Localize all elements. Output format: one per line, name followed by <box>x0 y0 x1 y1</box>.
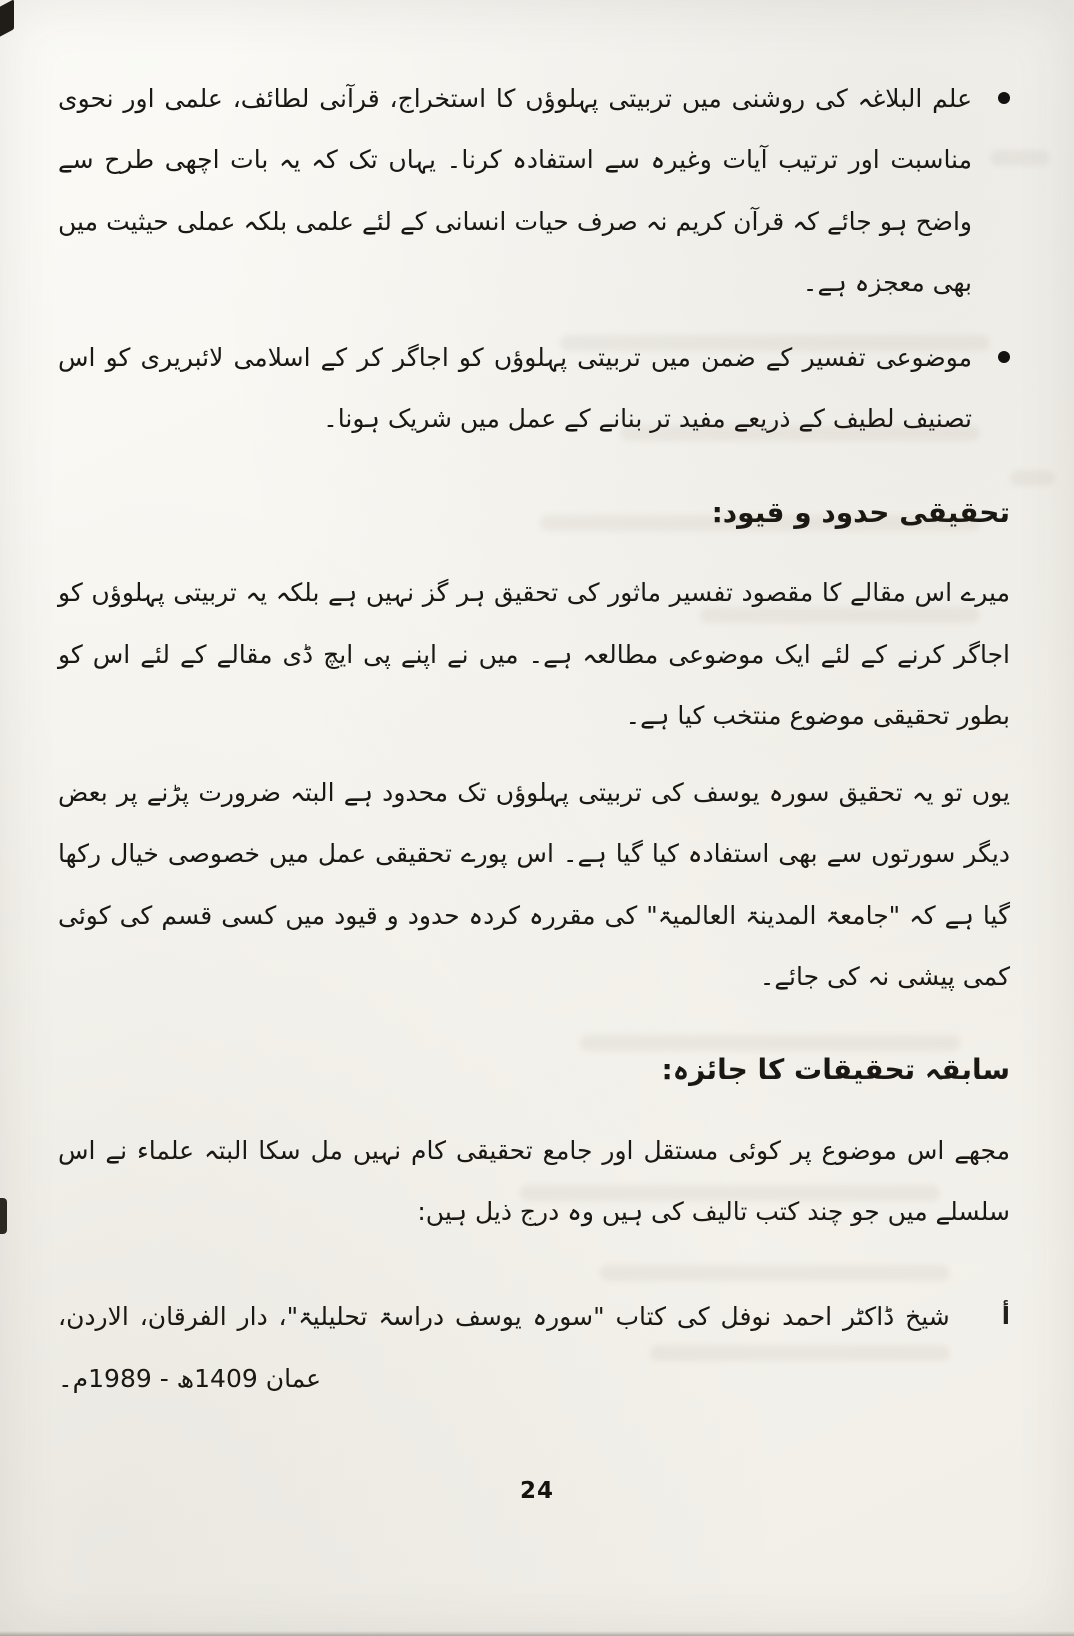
paragraph: مجھے اس موضوع پر کوئی مستقل اور جامع تحقیقی کام نہیں مل سکا البتہ علماء نے اس سلسلے میں جو چند کتب تالیف کی ہیں وہ درج ذیل ہیں: <box>58 1135 1010 1227</box>
page-content <box>58 68 1010 1409</box>
bullet-text: موضوعی تفسیر کے ضمن میں تربیتی پہلوؤں کو اجاگر کر کے اسلامی لائبریری کو اس تصنیف لطیف کے ذریعے مفید تر بنانے کے عمل میں شریک ہونا۔ <box>58 343 972 434</box>
bullet-dot-icon <box>998 92 1010 104</box>
bleedthrough-mark <box>1010 470 1055 486</box>
bullet-list <box>58 68 1010 450</box>
bullet-item <box>58 68 1010 313</box>
numbered-list-item <box>58 1286 1010 1409</box>
paragraph: یوں تو یہ تحقیق سورہ یوسف کی تربیتی پہلوؤں تک محدود ہے البتہ ضرورت پڑنے پر بعض دیگر سورتوں سے بھی استفادہ کیا گیا ہے۔ اس پورے تحقیقی عمل میں خصوصی خیال رکھا گیا ہے کہ "جامعۃ المدینۃ العالمیۃ" کی مقررہ کردہ حدود و قیود میں کسی قسم کی کوئی کمی پیشی نہ کی جائے۔ <box>58 778 1010 991</box>
paragraph: میرے اس مقالے کا مقصود تفسیر ماثور کی تحقیق ہر گز نہیں ہے بلکہ یہ تربیتی پہلوؤں کو اجاگر کرنے کے لئے ایک موضوعی مطالعہ ہے۔ میں نے اپنے پی ایچ ڈی مقالے کے لئے اس کو بطور تحقیقی موضوع منتخب کیا ہے۔ <box>58 578 1010 730</box>
page-number: 24 <box>519 1478 554 1504</box>
scan-corner-mark <box>0 0 14 39</box>
bullet-item <box>58 327 1010 450</box>
scan-edge-mark <box>0 1198 7 1234</box>
item-marker: أ <box>1001 1302 1010 1331</box>
section-heading-research-limits: تحقیقی حدود و قیود: <box>711 495 1010 529</box>
scan-bottom-shadow <box>0 1631 1074 1636</box>
bullet-text: علم البلاغہ کی روشنی میں تربیتی پہلوؤں کا استخراج، قرآنی لطائف، علمی اور نحوی مناسبت اور ترتیب آیات وغیرہ سے استفادہ کرنا۔ یہاں تک کہ یہ بات اچھی طرح سے واضح ہو جائے کہ قرآن کریم نہ صرف حیات انسانی کے لئے علمی بلکہ عملی حیثیت میں بھی معجزہ ہے۔ <box>58 84 972 297</box>
bullet-dot-icon <box>998 351 1010 363</box>
item-text: شیخ ڈاکٹر احمد نوفل کی کتاب "سورہ یوسف دراسۃ تحلیلیۃ"، دار الفرقان، الاردن، عمان 1409ھ - 1989م۔ <box>58 1302 950 1393</box>
section-heading-previous-research: سابقہ تحقیقات کا جائزہ: <box>661 1053 1010 1087</box>
